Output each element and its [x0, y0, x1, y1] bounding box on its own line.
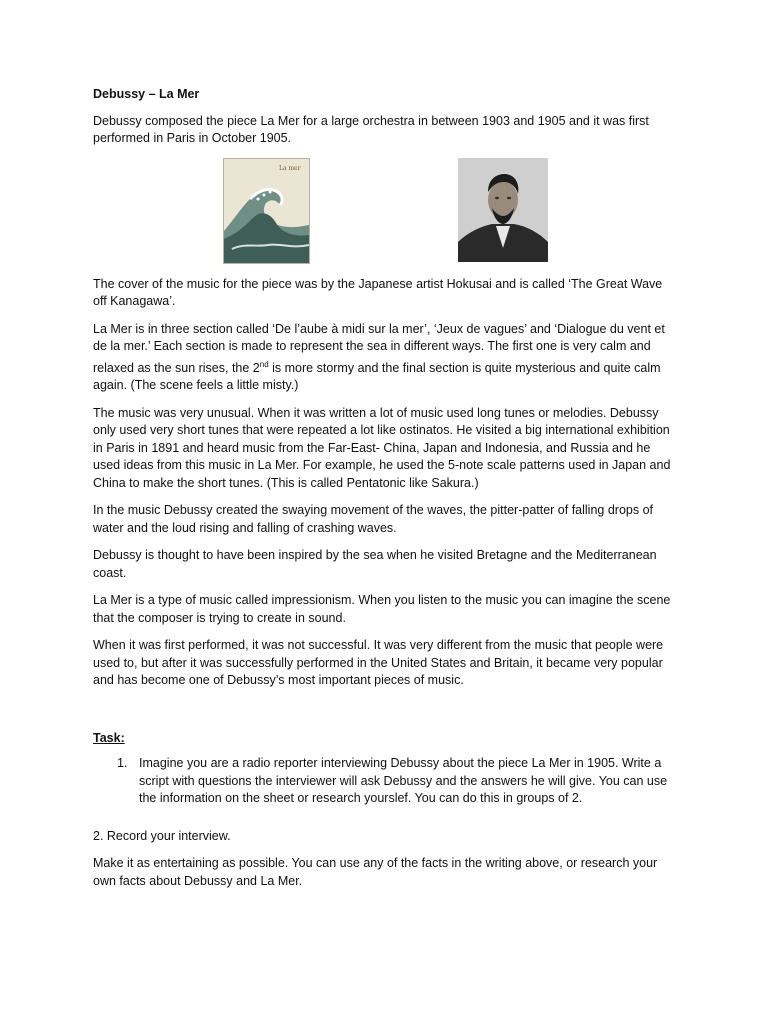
cover-label: La mer	[279, 164, 301, 172]
unusual-music-paragraph: The music was very unusual. When it was written a lot of music used long tunes or melodies. Debussy only used very short tunes that were repeated a lot like ostinatos. He visited a big international exhibition in Paris in 1891 and heard music from the Far-East- China, Japan and Indonesia, and Russia and he used ideas from this music in La Mer. For example, he used the 5-note scale patterns used in Japan and China to make the short tunes. (This is called Pentatonic like Sakura.)	[93, 405, 671, 490]
debussy-portrait-image	[458, 158, 548, 262]
inspiration-paragraph: Debussy is thought to have been inspired by the sea when he visited Bretagne and the Mediterranean coast.	[93, 548, 657, 580]
sections-text-part1: La Mer is in three section called ‘De l’aube à midi sur la mer’, ‘Jeux de vagues’ and ‘Dialogue du vent et de la mer.’ Each section is made to represent the sea in different ways. The first one is very calm and relaxed as the sun rises, the 2	[93, 321, 665, 375]
document-title: Debussy – La Mer	[93, 87, 200, 101]
ordinal-superscript: nd	[259, 359, 269, 369]
closing-paragraph: Make it as entertaining as possible. You can use any of the facts in the writing above, or research your own facts about Debussy and La Mer.	[93, 856, 658, 888]
task-item-number: 1.	[117, 756, 128, 771]
great-wave-cover-image	[223, 158, 310, 264]
document-body	[93, 86, 677, 900]
waves-paragraph: In the music Debussy created the swaying movement of the waves, the pitter-patter of falling drops of water and the loud rising and falling of crashing waves.	[93, 503, 654, 535]
sections-paragraph	[93, 321, 677, 395]
first-performance-paragraph: When it was first performed, it was not successful. It was very different from the music that people were used to, but after it was successfully performed in the United States and Britain, it became very popular and has become one of Debussy’s most important pieces of music.	[93, 638, 664, 688]
intro-paragraph: Debussy composed the piece La Mer for a large orchestra in between 1903 and 1905 and it was first performed in Paris in October 1905.	[93, 113, 649, 145]
task-heading: Task:	[93, 730, 125, 745]
task-item-text: Imagine you are a radio reporter interviewing Debussy about the piece La Mer in 1905. Write a script with questions the interviewer will ask Debussy and the answers he will give. You can use the information on the sheet or research yourslef. You can do this in groups of 2.	[139, 756, 668, 806]
cover-paragraph: The cover of the music for the piece was by the Japanese artist Hokusai and is called ‘The Great Wave off Kanagawa’.	[93, 276, 663, 308]
task-item-2: 2. Record your interview.	[93, 828, 231, 843]
impressionism-paragraph: La Mer is a type of music called impressionism. When you listen to the music you can imagine the scene that the composer is trying to create in sound.	[93, 593, 671, 625]
images-row	[93, 158, 677, 264]
sections-text-part2: is more stormy and the final section is quite mysterious and quite calm again. (The scene feels a little misty.)	[93, 360, 661, 393]
task-list-item-1	[93, 755, 677, 808]
